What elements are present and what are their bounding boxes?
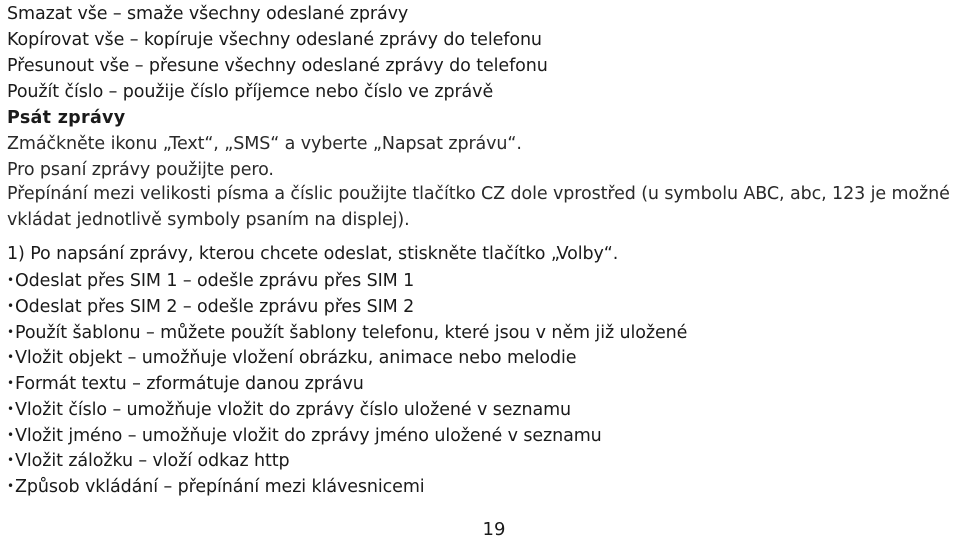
- bullet-icon: •: [7, 273, 14, 287]
- list-item-text: Použít šablonu – můžete použít šablony telefonu, které jsou v něm již uložené: [15, 323, 688, 343]
- list-item: [7, 372, 364, 395]
- list-item: [7, 449, 290, 472]
- section-heading: Psát zprávy: [7, 108, 126, 128]
- bullet-icon: •: [7, 428, 14, 442]
- intro-line-use-pen: Pro psaní zprávy použijte pero.: [7, 160, 274, 180]
- bullet-icon: •: [7, 453, 14, 467]
- list-item-text: Vložit záložku – vloží odkaz http: [15, 451, 290, 471]
- bullet-icon: •: [7, 402, 14, 416]
- list-item: [7, 346, 576, 369]
- list-item-text: Formát textu – zformátuje danou zprávu: [15, 374, 364, 394]
- list-item-text: Vložit jméno – umožňuje vložit do zprávy jméno uložené v seznamu: [15, 426, 602, 446]
- option-move-all: Přesunout vše – přesune všechny odeslané zprávy do telefonu: [7, 56, 548, 76]
- bullet-icon: •: [7, 350, 14, 364]
- list-item: [7, 321, 687, 344]
- list-item: [7, 424, 602, 447]
- list-item: [7, 269, 414, 292]
- list-item: [7, 295, 414, 318]
- step-1: 1) Po napsání zprávy, kterou chcete odeslat, stiskněte tlačítko „Volby“.: [7, 244, 619, 264]
- option-copy-all: Kopírovat vše – kopíruje všechny odeslané zprávy do telefonu: [7, 30, 542, 50]
- paragraph-input-switch: Přepínání mezi velikosti písma a číslic použijte tlačítko CZ dole vprostřed (u symbolu ABC, abc, 123 je možné vkládat jednotlivě symboly psaním na displej).: [7, 184, 950, 230]
- list-item: [7, 398, 571, 421]
- intro-line-tap-icon: Zmáčkněte ikonu „Text“, „SMS“ a vyberte „Napsat zprávu“.: [7, 134, 522, 154]
- bullet-icon: •: [7, 325, 14, 339]
- option-use-number: Použít číslo – použije číslo příjemce nebo číslo ve zprávě: [7, 82, 494, 102]
- bullet-icon: •: [7, 376, 14, 390]
- option-delete-all: Smazat vše – smaže všechny odeslané zprávy: [7, 4, 409, 24]
- page-number: 19: [482, 519, 506, 540]
- list-item-text: Způsob vkládání – přepínání mezi klávesnicemi: [15, 477, 425, 497]
- list-item-text: Vložit objekt – umožňuje vložení obrázku, animace nebo melodie: [15, 348, 577, 368]
- list-item: [7, 475, 425, 498]
- list-item-text: Odeslat přes SIM 1 – odešle zprávu přes SIM 1: [15, 271, 415, 291]
- bullet-icon: •: [7, 479, 14, 493]
- list-item-text: Vložit číslo – umožňuje vložit do zprávy číslo uložené v seznamu: [15, 400, 572, 420]
- list-item-text: Odeslat přes SIM 2 – odešle zprávu přes SIM 2: [15, 297, 415, 317]
- bullet-icon: •: [7, 299, 14, 313]
